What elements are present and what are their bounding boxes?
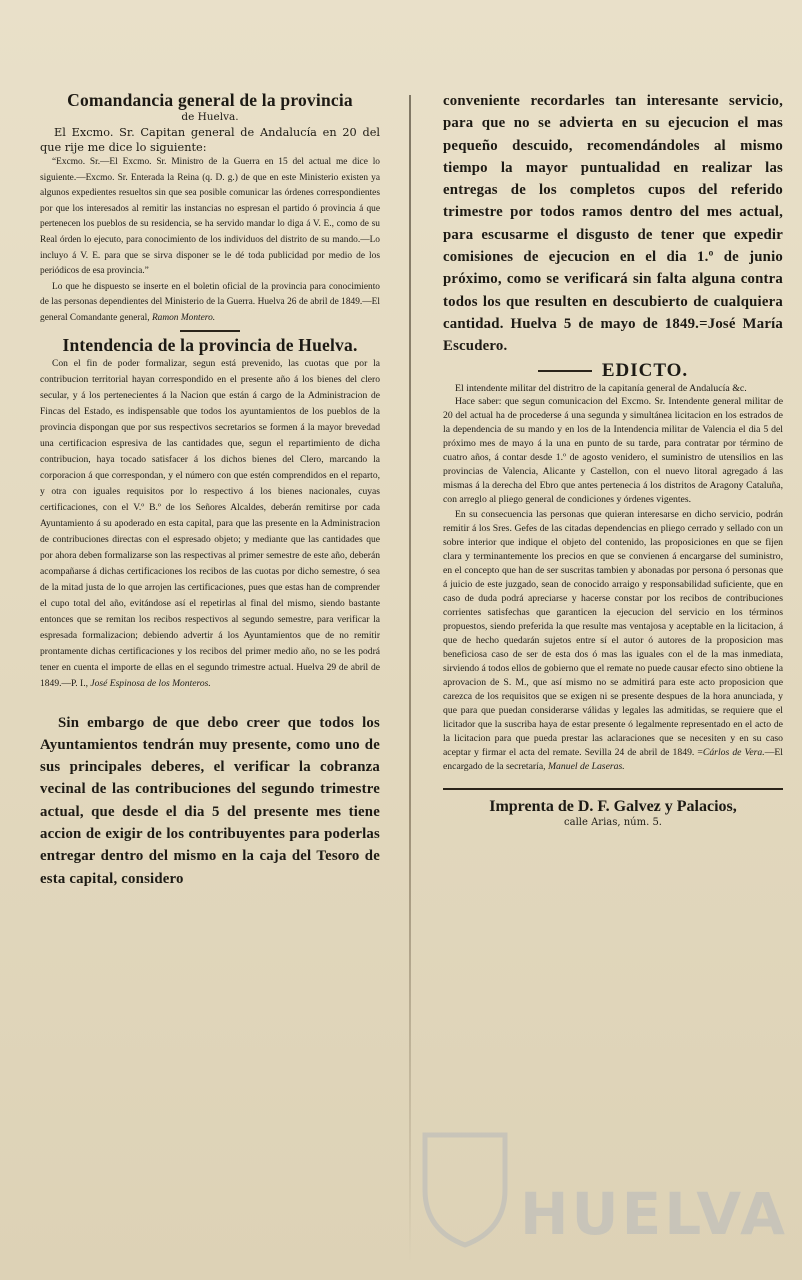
edicto-body-text: En su consecuencia las personas que quieran interesarse en dicho servicio, podrán remitir á los Sres. Gefes de las citadas dependencias en pliego cerrado y sellado con un sobre interior que indique el objeto del contenido, las proposiciones en que se fijen clara y terminantemente los precios en que se convienen á encargarse del suministro, en el concepto que han de ser suscritas tambien y abonadas por persona ó personas que á juicio de este juzgado, sean de conocido arraigo y responsabilidad suficiente, que en caso de duda podrá apreciarse y hacerse constar por los recibos de contribuciones corrientes satisfechas que garanticen la ejecucion del servicio en los términos propuestos, siendo preferida la que resulte mas ventajosa y aceptable en la licitacion, á que de hecho quedarán sujetos entre sí el autor ó autores de la proposicion mas beneficiosa caso de ser de esta dos ó mas las iguales con el de la mas inmediata, sirviendo á todos ellos de gobierno que el remate no puede causar efecto sino obtiene la aprovacion de S. M., que así mismo no se admitirá para este acto proposicion que carezca de los requisitos que se exigen ni se presente despues de la hora anunciada, y que para que puedan considerarse válidas y legales las admitidas, se requiere que el licitador que la suscriba haya de estar presente ó legalmente representado en el acto de la licitacion para que pueda prestar las aclaraciones que se necesiten y en su caso aceptar y firmar el acta del remate. Sevilla 24 de abril de 1849.: [443, 508, 783, 759]
comandancia-title: Comandancia general de la provincia: [67, 90, 353, 110]
section-divider: [180, 330, 240, 332]
comandancia-quote: “Excmo. Sr.—El Excmo. Sr. Ministro de la Guerra en 15 del actual me dice lo siguiente.—Excmo. Sr. Enterada la Reina (q. D. g.) de que en este Ministerio existen ya algunos expedientes resueltos sin que sea posible comunicar las órdenes correspondientes por que los interesados al remitir las instancias no espresan el partido ó provincia á que pertenecen los pueblos de su residencia, se ha servido mandar lo diga á V. E., como de su Real órden lo ejecuto, para conocimiento de los individuos del distrito de su mando.—Lo incluyo á V. E. para que se sirva disponer se le dé toda publicidad por medio de los periódicos de esa provincia.”: [40, 157, 380, 277]
edicto-sign-prefix: =: [697, 747, 703, 759]
intendencia-title: Intendencia de la provincia de Huelva.: [62, 334, 358, 355]
edicto-sign-mid: —El encargado de la secretaría,: [443, 747, 783, 773]
intendencia-text: Con el fin de poder formalizar, segun está prevenido, las cuotas que por la contribucion territorial hayan correspondido en el presente año á los bienes del clero secular, y á los pertenecientes á la Nacion que están á cargo de la Administracion de Fincas del Estado, es indispensable que todos los ayuntamientos de los pueblos de la provincia dispongan que por sus respectivos secretarios se formen á la mayor brevedad una certificacion espresiva de las cantidades que, segun el repartimiento de dicha contribucion, haya tocado satisfacer á los dichos bienes del Clero, marcando la corporacion á que correspondan, y el número con que estén comprendidos en el reparto, y otra con iguales requisitos por lo respectivo á los bienes nacionales, cuyas certificaciones, con el V.º B.º de los Señores Alcaldes, deberán remitirse por cada Ayuntamiento á su apoderado en esta capital, para que las presente en la Administracion de contribuciones directas con el espresado objeto; y mediante que las cantidades que por ahora deben formalizarse son las respectivas al primer semestre de este año, deberán acompañarse á dichas certificaciones los recibos de las cuotas por dicho semestre, ó sea de la mitad justa de lo que arrojen las certificaciones, pues que estas han de comprender el cupo total del año, evitándose así el repetirlas al final del mismo, siendo bastante entonces que se remitan los recibos respectivos al segundo semestre, para verificar la espresada formalizacion; debiendo advertir á los Ayuntamientos que de no remitir prontamente dichas certificaciones y los recibos del primer medio año, no se les podrá tener en cuenta el importe de ellas en el segundo trimestre actual. Huelva 29 de abril de 1849.—P. I.,: [40, 357, 380, 689]
comandancia-signature: Ramon Montero.: [151, 312, 216, 323]
comandancia-subtitle: de Huelva.: [181, 111, 239, 123]
watermark-text: HUELVA: [520, 1180, 789, 1248]
edicto-body: Hace saber: que segun comunicacion del Excmo. Sr. Intendente general militar de 20 del actual ha de procederse á una segunda y simultánea licitacion en los estrados de la dependencia de su mando y en los de la Intendencia militar de Valencia el dia 5 del próximo mes de mayo á la una en punto de su tarde, para contratar por término de cuatro años, á contar desde 1.º de agosto venidero, el suministro de utensilios en las provincias de Valencia, Alicante y Castellon, con el nuevo litoral agregado á las mismas á la derecha del Ebro que antes pertenecia á los distritos de Aragony Cataluña, con arreglo al pliego general de condiciones y órdenes vigentes.: [443, 396, 783, 506]
imprenta-address: calle Arias, núm. 5.: [564, 817, 662, 829]
comandancia-closing: [40, 280, 380, 327]
right-column: [443, 90, 783, 829]
intendencia-signature: José Espinosa de los Monteros.: [90, 677, 211, 689]
huelva-watermark: [420, 1120, 789, 1260]
edicto-body-2: [443, 508, 783, 775]
intendencia-body: [40, 356, 380, 692]
edicto-rule: [538, 370, 592, 372]
edicto-title: EDICTO.: [601, 359, 689, 381]
circular-bold-continuation: conveniente recordarles tan interesante servicio, para que no se advierta en su ejecucion el mas pequeño descuido, recomendándoles al mismo tiempo la mayor puntualidad en realizar las entregas de los completos cupos del referido trimestre por todos ramos dentro del mes actual, para escusarme el disgusto de tener que expedir comisiones de ejecucion en el dia 1.º de junio próximo, como se verificará sin falta alguna contra todos los que resulten en descubierto de cualquiera cantidad. Huelva 5 de mayo de 1849.=José María Escudero.: [443, 93, 783, 355]
comandancia-intro: El Excmo. Sr. Capitan general de Andalucía en 20 del que rije me dice lo siguiente:: [40, 126, 380, 154]
edicto-signature-2: Manuel de Laseras.: [547, 761, 625, 773]
closing-text: Lo que he dispuesto se inserte en el boletin oficial de la provincia para conocimiento de las personas dependientes del Ministerio de la Guerra. Huelva 26 de abril de 1849.—El general Comandante general,: [40, 281, 380, 323]
edicto-header: [443, 360, 783, 382]
column-rule: [409, 95, 411, 1265]
left-column: [40, 90, 380, 890]
shield-icon: [420, 1130, 510, 1250]
edicto-intro: El intendente militar del distritro de la capitanía general de Andalucía &c.: [455, 382, 747, 394]
imprenta-name: Imprenta de D. F. Galvez y Palacios,: [443, 788, 783, 816]
edicto-signature-1: Cárlos de Vera.: [702, 747, 765, 759]
circular-bold-text: Sin embargo de que debo creer que todos los Ayuntamientos tendrán muy presente, como uno de sus principales deberes, el verificar la cobranza vecinal de las contribuciones del segundo trimestre actual, que desde el dia 5 del presente mes tiene accion de exigir de los contribuyentes para poderlas entregar dentro del mismo en la caja del Tesoro de esta capital, considero: [40, 714, 380, 887]
